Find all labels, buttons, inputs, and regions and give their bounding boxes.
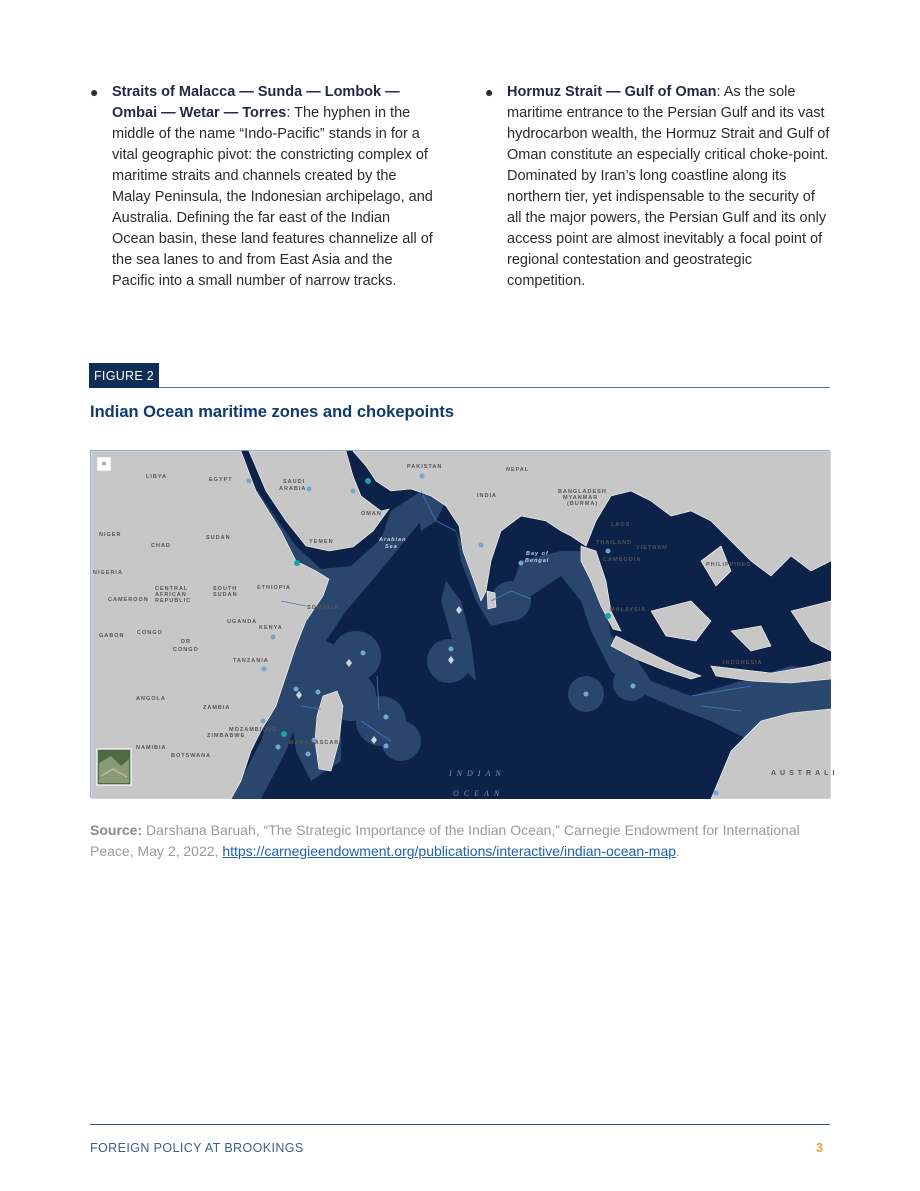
map-label: BANGLADESH — [558, 489, 607, 495]
map-label: SUDAN — [213, 592, 238, 598]
bullet-heading: Straits of Malacca — Sunda — Lombok — Ombai — Wetar — Torres — [112, 84, 400, 121]
map-label: UGANDA — [227, 619, 258, 625]
map-label: CENTRAL — [155, 586, 189, 592]
map-label: SOMALIA — [307, 605, 340, 611]
bullet-text: : As the sole maritime entrance to the Persian Gulf and its vast hydrocarbon wealth, the Hormuz Strait and Gulf of Oman constitute an especially critical choke-point. Dominated by Iran’s long coastline along its northern tier, yet indispensable to the security of all the major powers, the Persian Gulf and its only access point are almost inevitably a focal point of regional contestation and geostrategic competition. — [507, 84, 830, 289]
bullet-dot: ● — [90, 84, 99, 100]
map-label: REPUBLIC — [155, 598, 192, 604]
map-label: SAUDI — [283, 479, 306, 485]
map-label: CAMEROON — [108, 597, 149, 603]
map-label: OMAN — [361, 511, 382, 517]
footer-rule — [90, 1124, 830, 1125]
source-text: Darshana Baruah, “The Strategic Importance of the Indian Ocean,” Carnegie Endowment for International Peace, May 2, 2022, — [90, 822, 800, 859]
map-label: (BURMA) — [567, 501, 599, 507]
map-label: Bay of — [526, 551, 549, 557]
map-label: BOTSWANA — [171, 753, 212, 759]
source-link[interactable]: https://carnegieendowment.org/publications/interactive/indian-ocean-map — [222, 843, 677, 859]
bullet-columns — [90, 82, 830, 292]
map-label: MADAGASCAR — [289, 740, 340, 746]
map-label: OCEAN — [453, 789, 505, 798]
map-label: SUDAN — [206, 535, 231, 541]
map-label: MOZAMBIQUE — [229, 727, 278, 733]
map-label: KENYA — [259, 625, 283, 631]
figure-source — [90, 820, 835, 862]
map-label: INDIAN — [449, 769, 506, 778]
indian-ocean-map[interactable] — [90, 450, 839, 798]
map-label: ZAMBIA — [203, 705, 231, 711]
map-label: NAMIBIA — [136, 745, 167, 751]
map-label: MYANMAR — [563, 495, 599, 501]
map-label: INDIA — [477, 493, 497, 499]
map-label: NEPAL — [506, 467, 530, 473]
page-number: 3 — [816, 1141, 823, 1155]
map-label: Bengal — [525, 558, 550, 564]
bullet-dot: ● — [485, 84, 494, 100]
bullet-text: : The hyphen in the middle of the name “Indo-Pacific” stands in for a vital geographic pivot: the constricting complex of maritime straits and channels created by the Malay Peninsula, the Indonesian archipelago, and Australia. Defining the far east of the Indian Ocean basin, these land features channelize all of the sea lanes to and from East Asia and the Pacific into a small number of narrow tracks. — [112, 105, 433, 289]
map-label: THAILAND — [596, 540, 633, 546]
map-label: ZIMBABWE — [207, 733, 246, 739]
figure-label: FIGURE 2 — [89, 363, 159, 388]
map-canvas — [91, 451, 839, 799]
map-label: VIETNAM — [636, 545, 668, 551]
map-label: MALAYSIA — [610, 607, 647, 613]
map-label: LIBYA — [146, 474, 167, 480]
map-label: EGYPT — [209, 477, 233, 483]
map-label: TANZANIA — [233, 658, 269, 664]
map-label: CONGO — [173, 647, 199, 653]
map-label: GABON — [99, 633, 125, 639]
map-label: Sea — [385, 544, 398, 550]
map-label: ARABIA — [279, 486, 307, 492]
map-label: CAMBODIA — [603, 557, 642, 563]
map-label: PHILIPPINES — [706, 562, 752, 568]
source-label: Source: — [90, 822, 143, 838]
map-label: INDONESIA — [723, 660, 763, 666]
bullet-item-malacca — [90, 82, 435, 292]
map-label: YEMEN — [309, 539, 334, 545]
map-label: SOUTH — [213, 586, 238, 592]
map-label: DR — [181, 639, 191, 645]
map-label: LAOS — [611, 522, 631, 528]
map-label: NIGERIA — [93, 570, 123, 576]
map-label: CHAD — [151, 543, 171, 549]
map-label: ETHIOPIA — [257, 585, 291, 591]
figure-rule — [90, 387, 830, 388]
bullet-item-hormuz — [485, 82, 830, 292]
map-label: AFRICAN — [155, 592, 187, 598]
map-label: NIGER — [99, 532, 122, 538]
map-label: CONGO — [137, 630, 163, 636]
bullet-heading: Hormuz Strait — Gulf of Oman — [507, 84, 717, 100]
source-end: . — [676, 843, 680, 859]
map-label: PAKISTAN — [407, 464, 443, 470]
map-label: Arabian — [379, 537, 407, 543]
figure-title: Indian Ocean maritime zones and chokepoints — [90, 403, 454, 421]
map-menu-glyph — [102, 462, 106, 465]
map-label: ANGOLA — [136, 696, 166, 702]
footer-publication: FOREIGN POLICY AT BROOKINGS — [90, 1141, 304, 1155]
map-label: AUSTRALI — [771, 770, 839, 777]
